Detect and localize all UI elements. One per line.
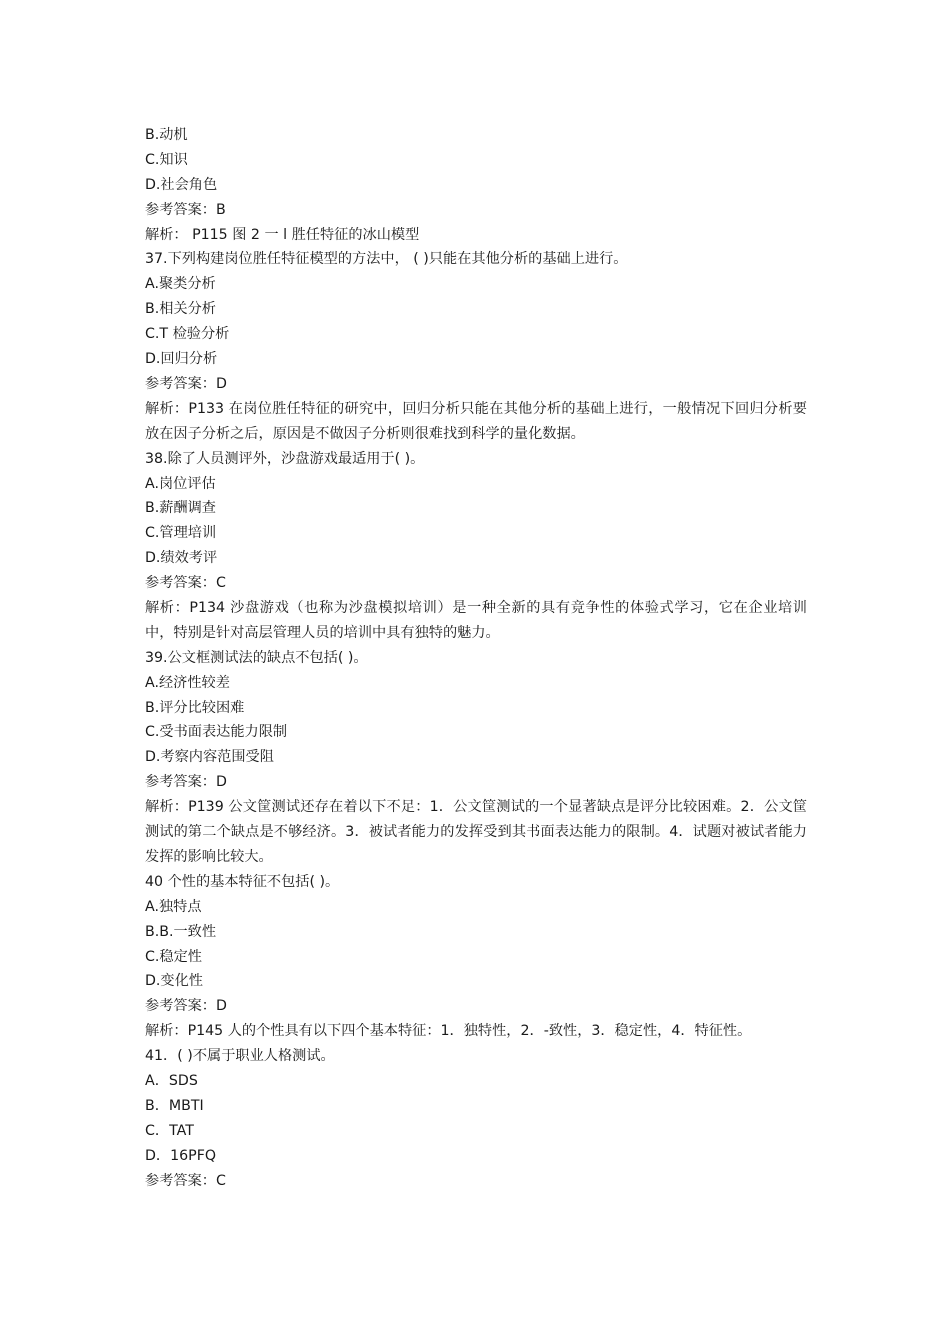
option-text: A.岗位评估 xyxy=(145,475,216,492)
answer-text: 参考答案：D xyxy=(145,998,227,1015)
option-text: D.回归分析 xyxy=(145,351,218,368)
answer-text: 参考答案：C xyxy=(145,1172,226,1189)
question-37: 37.下列构建岗位胜任特征模型的方法中， ( )只能在其他分析的基础上进行。 xyxy=(145,251,628,268)
option-text: D.变化性 xyxy=(145,973,203,990)
option-text: A.独特点 xyxy=(145,898,202,915)
option-text: D.考察内容范围受阻 xyxy=(145,749,274,766)
option-text: B.动机 xyxy=(145,127,188,143)
option-text: C.受书面表达能力限制 xyxy=(145,724,288,741)
explanation-text: 解析：P133 在岗位胜任特征的研究中，回归分析只能在其他分析的基础上进行，一般情况下回归分析要放在因子分析之后，原因是不做因子分析则很难找到科学的量化数据。 xyxy=(145,400,807,442)
explanation-text: 解析： P115 图 2 一 l 胜任特征的冰山模型 xyxy=(145,226,420,243)
question-41: 41．( )不属于职业人格测试。 xyxy=(145,1048,335,1065)
option-text: D．16PFQ xyxy=(145,1147,217,1164)
answer-text: 参考答案：B xyxy=(145,201,226,218)
explanation-text: 解析：P145 人的个性具有以下四个基本特征：1．独特性，2．-致性，3．稳定性，4．特征性。 xyxy=(145,1023,752,1040)
answer-text: 参考答案：D xyxy=(145,375,227,392)
option-text: B.评分比较困难 xyxy=(145,699,245,716)
answer-text: 参考答案：D xyxy=(145,774,227,791)
option-text: B.B.一致性 xyxy=(145,923,217,940)
question-39: 39.公文框测试法的缺点不包括( )。 xyxy=(145,649,368,666)
option-text: C.知识 xyxy=(145,151,188,168)
question-38: 38.除了人员测评外，沙盘游戏最适用于( )。 xyxy=(145,450,425,467)
option-text: A.经济性较差 xyxy=(145,674,230,691)
option-text: C.T 检验分析 xyxy=(145,326,230,343)
option-text: C．TAT xyxy=(145,1122,194,1139)
answer-text: 参考答案：C xyxy=(145,575,226,592)
option-text: C.管理培训 xyxy=(145,525,217,542)
option-text: B.相关分析 xyxy=(145,301,216,318)
option-text: B．MBTI xyxy=(145,1097,204,1114)
option-text: D.社会角色 xyxy=(145,176,218,193)
option-text: A.聚类分析 xyxy=(145,276,216,293)
option-text: B.薪酬调查 xyxy=(145,500,216,517)
explanation-text: 解析：P134 沙盘游戏（也称为沙盘模拟培训）是一种全新的具有竞争性的体验式学习，它在企业培训中，特别是针对高层管理人员的培训中具有独特的魅力。 xyxy=(145,599,807,641)
option-text: D.绩效考评 xyxy=(145,550,218,567)
question-40: 40 个性的基本特征不包括( )。 xyxy=(145,873,340,890)
document-body xyxy=(145,123,807,1193)
option-text: A．SDS xyxy=(145,1072,198,1089)
explanation-text: 解析：P139 公文筐测试还存在着以下不足：1．公文筐测试的一个显著缺点是评分比较困难。2．公文筐测试的第二个缺点是不够经济。3．被试者能力的发挥受到其书面表达能力的限制。4．试题对被试者能力发挥的影响比较大。 xyxy=(145,799,807,865)
option-text: C.稳定性 xyxy=(145,948,202,965)
